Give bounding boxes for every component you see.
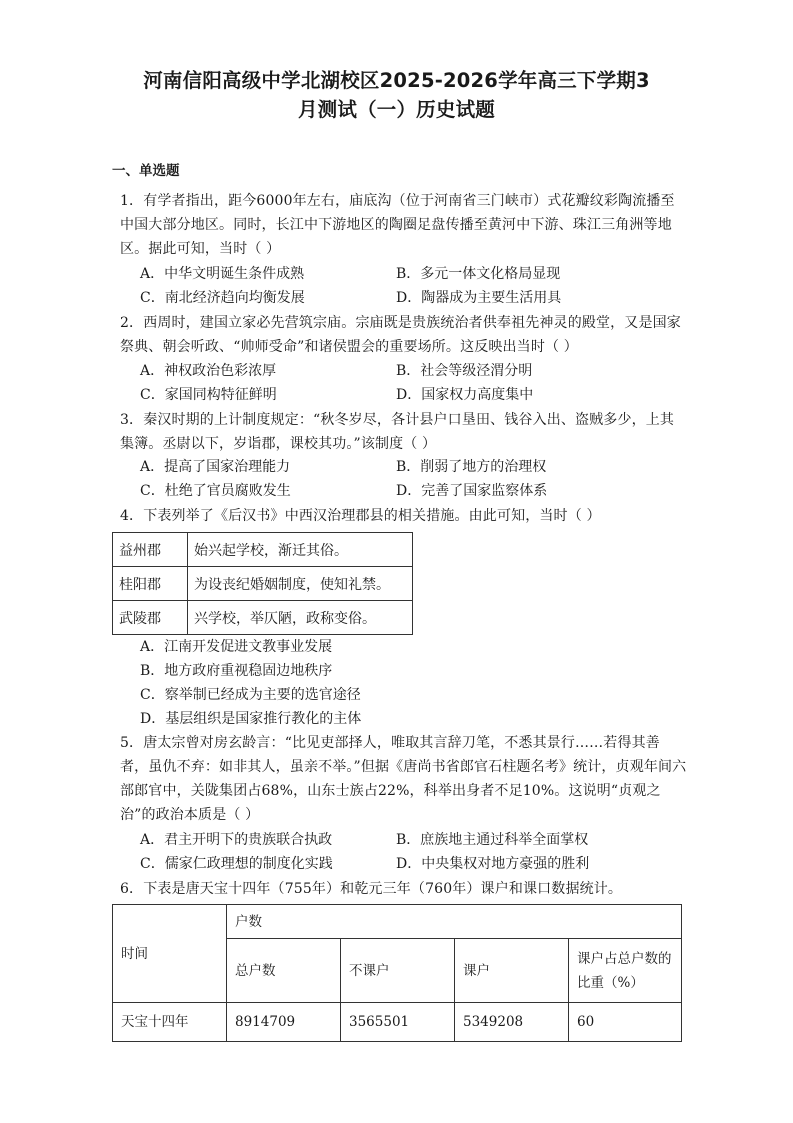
q4-option-c: C．察举制已经成为主要的选官途径	[140, 687, 361, 703]
q3-option-b: B．削弱了地方的治理权	[396, 459, 547, 475]
table-cell: 桂阳郡	[113, 567, 188, 601]
question-6-stem: 6．下表是唐天宝十四年（755年）和乾元三年（760年）课户和课口数据统计。	[120, 881, 623, 897]
q4-option-d: D．基层组织是国家推行教化的主体	[140, 711, 362, 727]
question-3-stem: 3．秦汉时期的上计制度规定：“秋冬岁尽，各计县户口垦田、钱谷入出、盗贼多少，上其集簿。丞尉以下，岁诣郡，课校其功。”该制度（ ）	[120, 412, 675, 452]
table-header: 课户	[455, 939, 569, 1003]
table-cell: 60	[569, 1003, 682, 1042]
table-row	[113, 601, 413, 635]
question-1-stem: 1．有学者指出，距今6000年左右，庙底沟（位于河南省三门峡市）式花瓣纹彩陶流播至中国大部分地区。同时，长江中下游地区的陶圈足盘传播至黄河中下游、珠江三角洲等地区。据此可知，当时（ ）	[120, 193, 675, 257]
table-cell: 益州郡	[113, 533, 188, 567]
q1-option-c: C．南北经济趋向均衡发展	[140, 290, 305, 306]
table-cell: 武陵郡	[113, 601, 188, 635]
table-row	[113, 905, 682, 939]
table-row	[113, 533, 413, 567]
q4-option-a: A．江南开发促进文教事业发展	[140, 639, 333, 655]
table-cell: 兴学校，举仄陋，政称变俗。	[188, 601, 413, 635]
table-cell: 8914709	[227, 1003, 341, 1042]
question-4-table	[112, 532, 413, 635]
q4-option-b: B．地方政府重视稳固边地秩序	[140, 663, 333, 679]
page-title	[112, 66, 681, 124]
table-cell: 3565501	[341, 1003, 455, 1042]
table-row	[113, 1003, 682, 1042]
q2-option-c: C．家国同构特征鲜明	[140, 387, 277, 403]
table-cell: 始兴起学校，渐迁其俗。	[188, 533, 413, 567]
question-2-stem: 2．西周时，建国立家必先营筑宗庙。宗庙既是贵族统治者供奉祖先神灵的殿堂，又是国家祭典、朝会听政、“帅师受命”和诸侯盟会的重要场所。这反映出当时（ ）	[120, 315, 681, 355]
question-6-table	[112, 904, 682, 1042]
table-row	[113, 567, 413, 601]
q5-option-c: C．儒家仁政理想的制度化实践	[140, 856, 333, 872]
q2-option-b: B．社会等级泾渭分明	[396, 363, 533, 379]
title-line-1: 河南信阳高级中学北湖校区2025-2026学年高三下学期3	[143, 69, 650, 92]
table-cell: 5349208	[455, 1003, 569, 1042]
q5-option-b: B．庶族地主通过科举全面掌权	[396, 832, 589, 848]
q3-option-a: A．提高了国家治理能力	[140, 459, 291, 475]
q5-option-a: A．君主开明下的贵族联合执政	[140, 832, 333, 848]
q1-option-d: D．陶器成为主要生活用具	[396, 290, 562, 306]
q2-option-a: A．神权政治色彩浓厚	[140, 363, 277, 379]
q2-option-d: D．国家权力高度集中	[396, 387, 534, 403]
section-heading: 一、单选题	[112, 163, 180, 179]
question-5-stem: 5．唐太宗曾对房玄龄言：“比见吏部择人，唯取其言辞刀笔，不悉其景行……若得其善者，虽仇不弃：如非其人，虽亲不举。”但据《唐尚书省郎官石柱题名考》统计，贞观年间六部郎官中，关陇集团占68%，山东士族占22%，科举出身者不足10%。这说明“贞观之治”的政治本质是（ ）	[120, 735, 687, 823]
table-cell: 为设丧纪婚姻制度，使知礼禁。	[188, 567, 413, 601]
q5-option-d: D．中央集权对地方豪强的胜利	[396, 856, 590, 872]
question-4-stem: 4．下表列举了《后汉书》中西汉治理郡县的相关措施。由此可知，当时（ ）	[120, 508, 601, 524]
title-line-2: 月测试（一）历史试题	[297, 98, 495, 121]
q3-option-c: C．杜绝了官员腐败发生	[140, 483, 291, 499]
q1-option-b: B．多元一体文化格局显现	[396, 266, 561, 282]
table-header: 课户占总户数的比重（%）	[569, 939, 682, 1003]
table-header: 总户数	[227, 939, 341, 1003]
q3-option-d: D．完善了国家监察体系	[396, 483, 548, 499]
q1-option-a: A．中华文明诞生条件成熟	[140, 266, 305, 282]
table-header-time: 时间	[113, 905, 227, 1003]
table-cell: 天宝十四年	[113, 1003, 227, 1042]
table-header: 不课户	[341, 939, 455, 1003]
table-header-households: 户数	[227, 905, 682, 939]
